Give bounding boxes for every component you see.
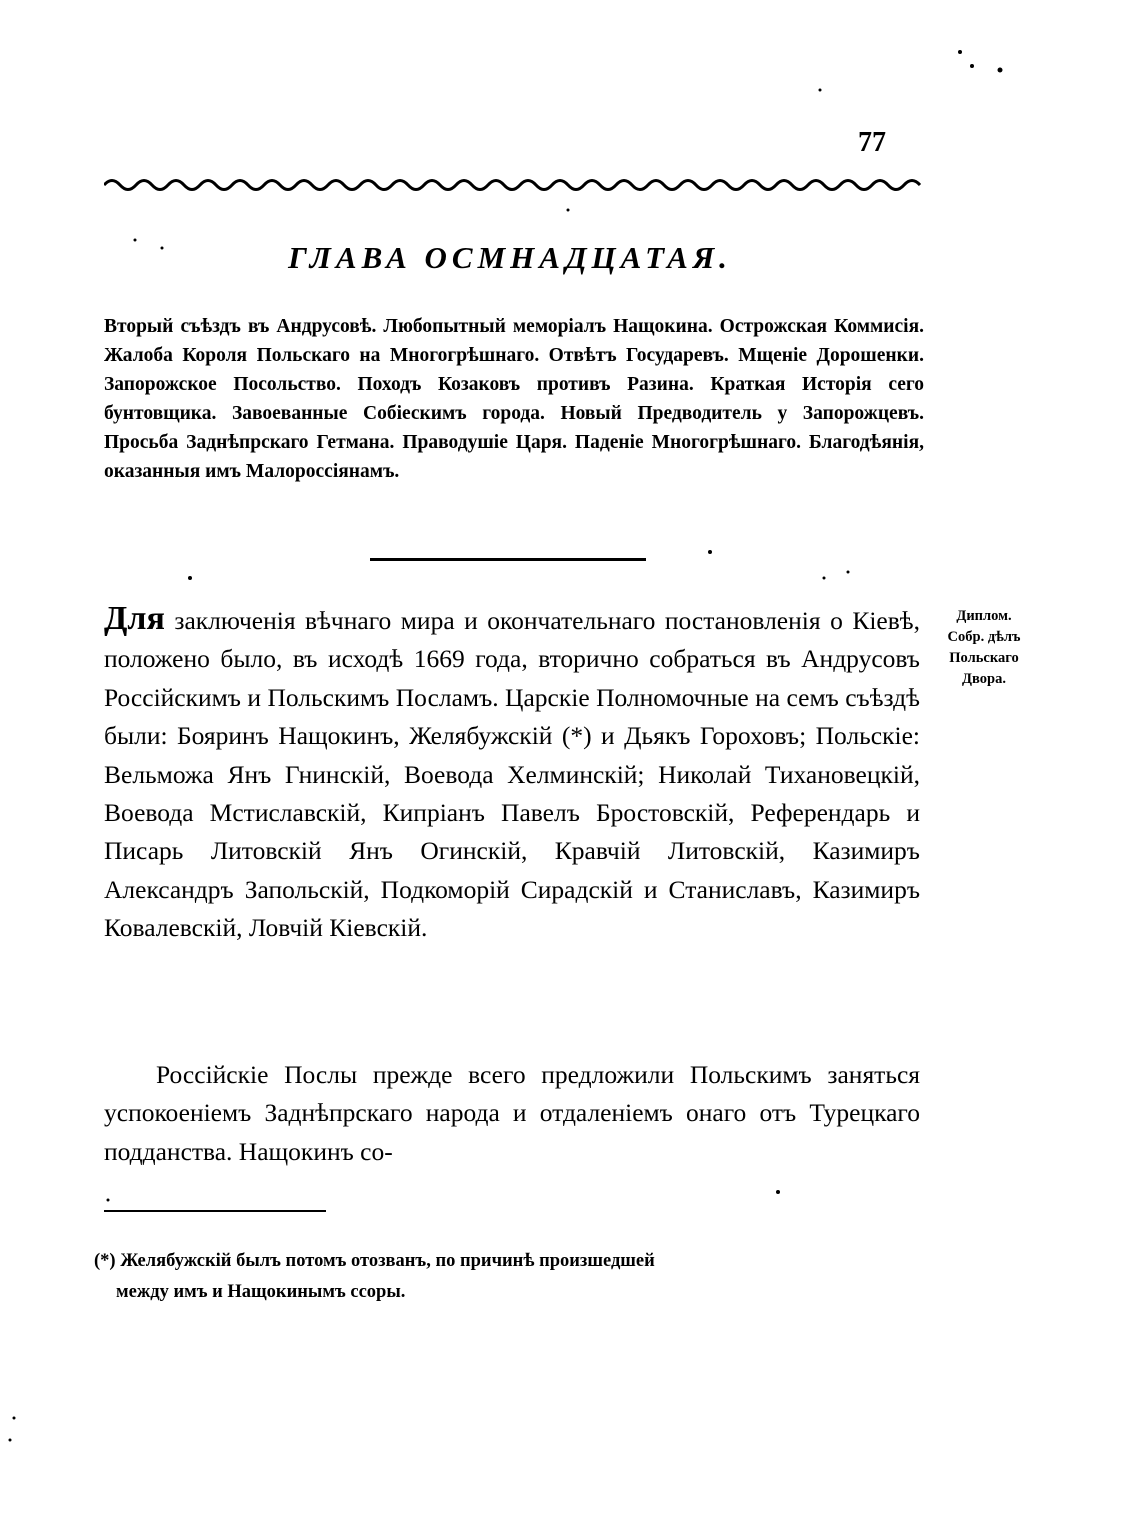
footnote-line-1: (*) Желябужскій былъ потомъ отозванъ, по причинѣ произшедшей xyxy=(94,1251,655,1271)
footnote xyxy=(94,1246,920,1308)
paragraph-1-text: заключенія вѣчнаго мира и окончательнаго постановленія о Кіевѣ, положено было, въ исходѣ 1669 года, вторично собраться въ Андрусовъ Россійскимъ и Польскимъ Посламъ. Царскіе Полномочные на семъ съѣздѣ были: Бояринъ Нащокинъ, Желябужскій (*) и Дьякъ Гороховъ; Польскіе: Вельможа Янъ Гнинскій, Воевода Хелминскій; Николай Тихановецкій, Воевода Мстиславскій, Кипріанъ Павелъ Бростовскій, Референдарь и Писарь Литовскій Янъ Огинскій, Кравчій Литовскій, Казимиръ Александръ Запольскій, Подкоморій Сирадскій и Станиславъ, Казимиръ Ковалевскій, Ловчій Кіевскій. xyxy=(104,606,920,943)
section-divider xyxy=(370,558,646,561)
margin-note-line-4: Двора. xyxy=(962,671,1006,687)
margin-note xyxy=(930,606,1038,690)
margin-note-line-2: Собр. дѣлъ xyxy=(947,629,1021,645)
chapter-title: ГЛАВА ОСМНАДЦАТАЯ. xyxy=(288,240,732,275)
footnote-divider xyxy=(104,1210,326,1212)
margin-note-line-1: Диплом. xyxy=(956,608,1012,624)
chapter-summary: Вторый съѣздъ въ Андрусовѣ. Любопытный меморіалъ Нащокина. Острожская Коммисія. Жалоба Короля Польскаго на Многогрѣшнаго. Отвѣтъ Государевъ. Мщеніе Дорошенки. Запорожское Посольство. Походъ Козаковъ противъ Разина. Краткая Исторія сего бунтовщика. Завоеванные Собіескимъ города. Новый Предводитель у Запорожцевъ. Просьба Заднѣпрскаго Гетмана. Праводушіе Царя. Паденіе Многогрѣшнаго. Благодѣянія, оказанныя имъ Малороссіянамъ. xyxy=(104,316,924,482)
paragraph-1 xyxy=(104,600,920,948)
paragraph-2: Россійскіе Послы прежде всего предложили Польскимъ заняться успокоеніемъ Заднѣпрскаго народа и отдаленіемъ онаго отъ Турецкаго подданства. Нащокинъ со- xyxy=(104,1060,920,1166)
footnote-line-2: между имъ и Нащокинымъ ссоры. xyxy=(116,1282,406,1302)
margin-note-line-3: Польскаго xyxy=(949,650,1019,666)
page-number: 77 xyxy=(858,127,886,158)
paragraph-1-initial-word: Для xyxy=(104,600,165,637)
ornamental-wave-rule xyxy=(104,170,924,200)
